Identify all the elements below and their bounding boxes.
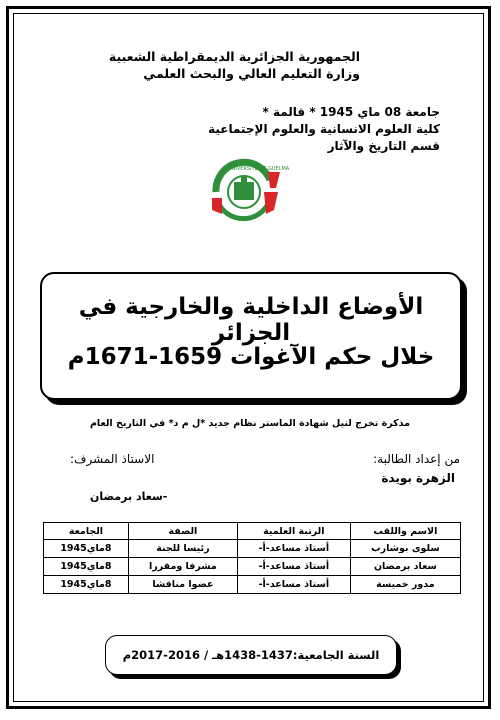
memo-subtitle: مذكرة تخرج لنيل شهادة الماستر نظام جديد *ل م د* في التاريخ العام — [89, 418, 411, 429]
department-name: قسم التاريخ والآثار — [327, 139, 440, 153]
header-role: الصفة — [128, 523, 237, 540]
member-name: سعاد برمضان — [350, 558, 460, 576]
ministry-name: وزارة التعليم العالي والبحث العلمي — [143, 66, 360, 81]
table-row — [44, 540, 461, 558]
academic-year-box — [105, 635, 397, 675]
supervisor-name: -سعاد برمضان — [90, 490, 168, 503]
member-name: سلوى بوشارب — [350, 540, 460, 558]
university-logo-icon — [210, 158, 290, 222]
member-rank: أستاذ مساعد-أ- — [237, 558, 350, 576]
table-row — [44, 576, 461, 594]
header-rank: الرتبة العلمية — [237, 523, 350, 540]
table-row — [44, 558, 461, 576]
member-university: 8ماي1945 — [44, 576, 129, 594]
member-rank: أستاذ مساعد-أ- — [237, 576, 350, 594]
header-university: الجامعة — [44, 523, 129, 540]
member-rank: أستاذ مساعد-أ- — [237, 540, 350, 558]
student-name: الزهرة بويدة — [381, 471, 455, 485]
member-role: مشرفا ومقررا — [128, 558, 237, 576]
university-name: جامعة 08 ماي 1945 * قالمة * — [262, 105, 440, 119]
thesis-title-line1: الأوضاع الداخلية والخارجية في الجزائر — [78, 294, 424, 346]
prepared-by-label: من إعداد الطالبة: — [373, 452, 460, 466]
supervisor-label: الاستاذ المشرف: — [70, 452, 155, 466]
member-university: 8ماي1945 — [44, 540, 129, 558]
header-university-block — [110, 104, 440, 155]
thesis-title-box — [40, 272, 462, 400]
member-name: مدور خميسة — [350, 576, 460, 594]
committee-table — [43, 522, 461, 594]
member-university: 8ماي1945 — [44, 558, 129, 576]
header-republic-block — [60, 48, 360, 82]
republic-name: الجمهورية الجزائرية الديمقراطية الشعبية — [108, 49, 360, 64]
header-name: الاسم واللقب — [350, 523, 460, 540]
table-header-row — [44, 523, 461, 540]
academic-year: السنة الجامعية:1437-1438هـ / 2016-2017م — [122, 648, 380, 662]
member-role: رئيسا للجنة — [128, 540, 237, 558]
faculty-name: كلية العلوم الانسانية والعلوم الإجتماعية — [208, 122, 440, 136]
thesis-title-line2: خلال حكم الآغوات 1659-1671م — [67, 344, 435, 370]
member-role: عضوا مناقشا — [128, 576, 237, 594]
logo-ring-text: UNIVERSITE DE GUELMA — [228, 166, 290, 172]
